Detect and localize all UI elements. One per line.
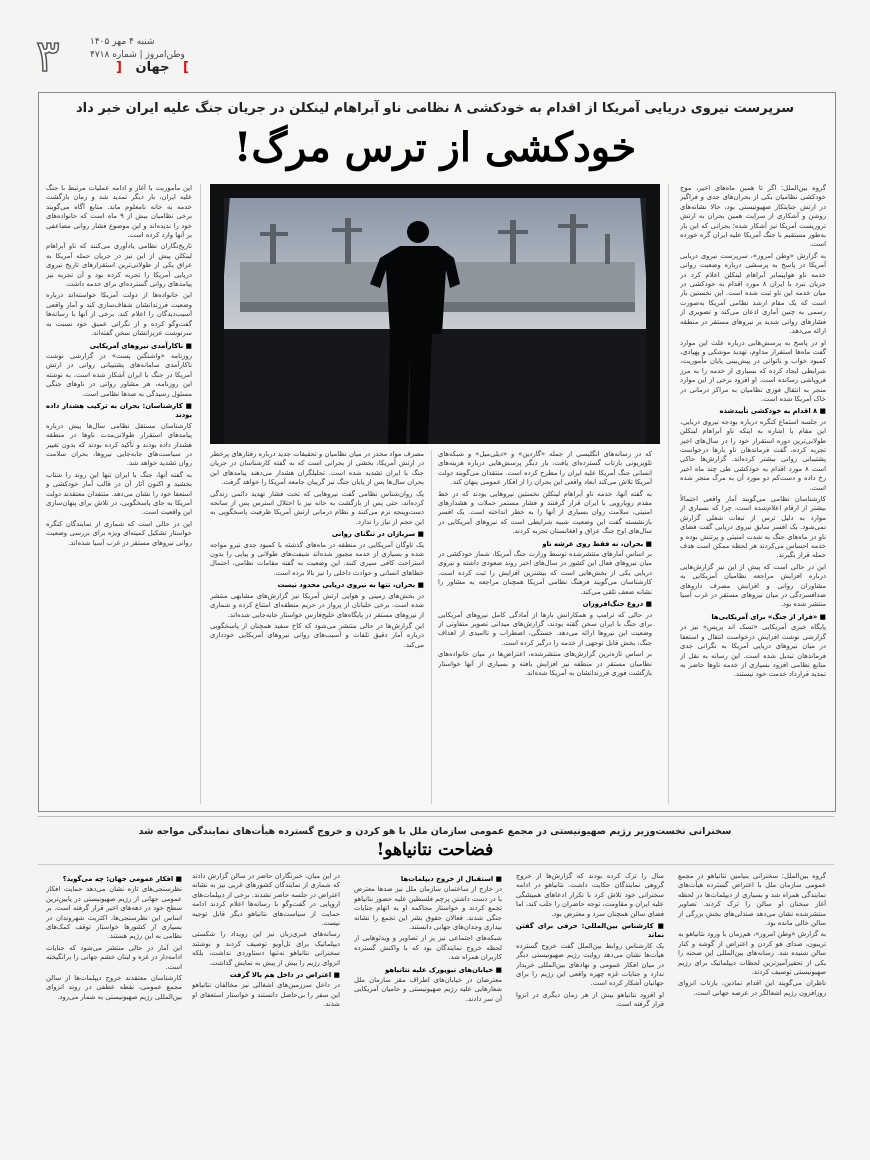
second-col-1	[678, 872, 826, 1142]
subheading: ■ کارشناسان: بحران به ترکیب هشدار داده بودند	[46, 401, 192, 420]
paragraph: در این میان، خبرنگاران حاضر در سالن گزارش دادند که شماری از نمایندگان کشورهای غربی نیز به نشانه اعتراض در جلسه حاضر نشدند. برخی از دیپلمات‌های اروپایی در گفت‌وگو با رسانه‌ها اعلام کردند ادامه حمایت از سیاست‌های نتانیاهو دیگر قابل توجیه نیست.	[192, 872, 340, 928]
paragraph: ناظران می‌گویند این اقدام نمادین، بازتاب انزوای روزافزون رژیم اشغالگر در عرصه جهانی است.	[678, 979, 826, 997]
column-rule	[431, 450, 432, 804]
main-col-left	[46, 184, 192, 804]
paragraph: نظرسنجی‌های تازه نشان می‌دهد حمایت افکار عمومی جهانی از رژیم صهیونیستی در پایین‌ترین سطح خود در دهه‌های اخیر قرار گرفته است. بر اساس این نظرسنجی‌ها، اکثریت شهروندان در بسیاری از کشورها خواستار توقف کمک‌های نظامی به این رژیم هستند.	[46, 885, 182, 941]
second-col-5	[46, 872, 182, 1142]
issue-meta	[90, 36, 185, 62]
subheading: ■ «فرار از جنگ» برای آمریکایی‌ها	[711, 612, 826, 621]
second-rule	[38, 864, 834, 865]
main-kicker: سرپرست نیروی دریایی آمریکا از اقدام به خودکشی ۸ نظامی ناو آبراهام لینکلن در جریان جنگ علیه ایران خبر داد	[76, 101, 794, 116]
paragraph: به گفته آنها، جنگ با ایران تنها این روند را شتاب بخشید و اکنون آثار آن در قالب آمار خودکشی و استعفا خود را نشان می‌دهد. منتقدان معتقدند دولت آمریکا به جای پاسخگویی، در تلاش برای پنهان‌سازی این واقعیت است.	[46, 470, 192, 517]
paragraph: در خارج از ساختمان سازمان ملل نیز صدها معترض با در دست داشتن پرچم فلسطین علیه حضور نتانیاهو تجمع کردند و خواستار محاکمه او به اتهام جنایات جنگی شدند. فعالان حقوق بشر این تجمع را نشانه بیداری وجدان‌های جهانی دانستند.	[354, 885, 502, 932]
paragraph: در جلسه استماع کنگره درباره بودجه نیروی دریایی، این مقام با اشاره به اینکه ناو آبراهام لینکلن طولانی‌ترین دوره استقرار خود را در سال‌های اخیر تجربه کرده، گفت فرماندهان ناو بارها درخواست پشتیبانی روانی بیشتر کرده‌اند. گزارش‌ها حاکی است ۸ مورد اقدام به خودکشی طی چند ماه اخیر رخ داده و دست‌کم دو مورد آن به مرگ منجر شده است.	[680, 417, 826, 492]
paragraph: در داخل سرزمین‌های اشغالی نیز مخالفان نتانیاهو این سفر را بی‌حاصل دانستند و خواستار استعفای او شدند.	[192, 981, 340, 1009]
paragraph: پایگاه خبری آمریکایی «تسک اند پرپس» نیز در گزارشی نوشت افزایش درخواست انتقال و استعفا در میان نیروهای دریایی آمریکا به نگرانی جدی فرماندهان تبدیل شده است. این رسانه به نقل از منابع نظامی افزود بسیاری از خدمه ناوها حاضر به تمدید قرارداد خدمت خود نیستند.	[680, 623, 826, 679]
issue-line: وطن‌امروز | شماره ۴۷۱۸	[90, 50, 185, 60]
paragraph: گروه بین‌الملل: سخنرانی بنیامین نتانیاهو در مجمع عمومی سازمان ملل با اعتراض گسترده هیأت‌های نمایندگی همراه شد و بسیاری از دیپلمات‌ها در لحظه آغاز سخنان او سالن را ترک کردند. تصاویر منتشرشده نشان می‌دهد صندلی‌های بخش بزرگی از سالن خالی مانده بود.	[678, 872, 826, 928]
paragraph: که در رسانه‌های انگلیسی از جمله «گاردین» و «دیلی‌میل» و شبکه‌های تلویزیونی بازتاب گسترده‌ای یافت، بار دیگر پرسش‌هایی درباره هزینه‌های انسانی جنگ آمریکا علیه ایران را مطرح کرده است. منتقدان می‌گویند دولت آمریکا تلاش می‌کند ابعاد واقعی این بحران را از افکار عمومی پنهان کند.	[438, 450, 652, 487]
main-col-right	[680, 184, 826, 804]
paragraph: به گزارش «وطن امروز»، هم‌زمان با ورود نتانیاهو به تریبون، صدای هو کردن و اعتراض از گوشه و کنار سالن شنیده شد. رسانه‌های بین‌المللی این صحنه را یکی از تحقیرآمیزترین لحظات دیپلماتیک برای رژیم صهیونیستی توصیف کردند.	[678, 930, 826, 977]
second-col-2	[516, 872, 664, 1142]
column-rule	[668, 184, 669, 804]
subheading: ■ اعتراض در داخل هم بالا گرفت	[229, 971, 340, 980]
article-photo	[210, 184, 660, 444]
bracket-close: [	[116, 60, 122, 75]
paragraph: این آمار در حالی منتشر می‌شود که جنایات ادامه‌دار در غزه و لبنان خشم جهانی را برانگیخته است.	[46, 943, 182, 971]
paragraph: بر اساس تازه‌ترین گزارش‌های منتشرشده، اعتراض‌ها در میان خانواده‌های نظامیان مستقر در منطقه نیز افزایش یافته و بسیاری از آنها خواستار بازگشت فوری فرزندانشان به آمریکا شده‌اند.	[438, 650, 652, 677]
subheading: ■ بحران، نه فقط روی عرشه ناو	[542, 539, 652, 548]
column-rule	[200, 184, 201, 804]
subheading: ■ سربازان در تنگنای روانی	[331, 530, 424, 539]
paragraph: سال را ترک کرده بودند که گزارش‌ها از خروج گروهی نمایندگان حکایت داشت. نتانیاهو در ادامه سخنرانی خود تلاش کرد با تکرار ادعاهای همیشگی علیه ایران و مقاومت، توجه حاضران را جلب کند، اما فضای سالن همچنان سرد و معترض بود.	[516, 872, 664, 918]
paragraph: او در پاسخ به پرسش‌هایی درباره علت این موارد گفت ماه‌ها استقرار مداوم، تهدید موشکی و پهپادی، کمبود خواب و ناتوانی در پیش‌بینی پایان مأموریت، شرایطی ایجاد کرده که بسیاری از خدمه را به مرز فروپاشی رسانده است. او افزود برخی از این موارد منجر به انتقال فوری نظامیان به مراکز درمانی در خاک آمریکا شده است.	[680, 338, 826, 403]
ship-deck-silhouette-icon	[210, 184, 660, 444]
page-number: ۳	[36, 31, 60, 82]
main-col-mid-left	[210, 450, 424, 804]
section-label	[116, 60, 189, 75]
subheading: ■ استقبال از خروج دیپلمات‌ها	[400, 875, 502, 883]
subheading: ■ ناکارآمدی نیروهای آمریکایی	[89, 341, 192, 350]
date-line: شنبه ۴ مهر ۱۴۰۵	[90, 37, 155, 47]
paragraph: در بخش‌های زمینی و هوایی ارتش آمریکا نیز گزارش‌های مشابهی منتشر شده است. برخی خلبانان از پرواز در حریم منطقه‌ای امتناع کرده و شماری از نیروهای مستقر در پایگاه‌های خلیج‌فارس خواستار جابه‌جایی شده‌اند.	[210, 591, 424, 619]
bracket-open: ]	[183, 60, 189, 75]
paragraph: یک کارشناس روابط بین‌الملل گفت خروج گسترده هیأت‌ها نشان می‌دهد روایت رژیم صهیونیستی دیگر در میان افکار عمومی و نهادهای بین‌المللی خریدار ندارد و جنایات غزه چهره واقعی این رژیم را برای جهانیان آشکار کرده است.	[516, 941, 664, 988]
paragraph: کارشناسان نظامی می‌گویند آمار واقعی احتمالاً بیشتر از ارقام اعلام‌شده است، چرا که بسیاری از موارد به دلیل ترس از تبعات شغلی گزارش نمی‌شود. یک افسر سابق نیروی دریایی گفت فضای ناو در ماه‌های جنگ به شدت امنیتی و پرتنش بوده و خدمه احساس می‌کردند هر لحظه ممکن است هدف حمله قرار بگیرند.	[680, 495, 826, 560]
subheading: ■ افکار عمومی جهان: چه می‌گوید؟	[62, 875, 182, 883]
second-col-3	[354, 872, 502, 1142]
paragraph: این در حالی است که پیش از این نیز گزارش‌هایی درباره افزایش مراجعه نظامیان آمریکایی به مشاوران روانی و افزایش مصرف داروهای ضدافسردگی در میان نیروهای مستقر در غرب آسیا منتشر شده بود.	[680, 562, 826, 609]
subheading: ■ خیابان‌های نیویورک علیه نتانیاهو	[385, 965, 502, 974]
page-header	[36, 30, 836, 85]
paragraph: این گزارش‌ها در حالی منتشر می‌شود که کاخ سفید همچنان از پاسخگویی درباره آمار دقیق تلفات و آسیب‌های روانی نیروهای آمریکایی خودداری می‌کند.	[210, 621, 424, 649]
paragraph: شبکه‌های اجتماعی نیز پر از تصاویر و ویدئوهایی از لحظه خروج نمایندگان بود که با واکنش گسترده کاربران همراه شد.	[354, 934, 502, 962]
second-kicker: سخنرانی نخست‌وزیر رژیم صهیونیستی در مجمع عمومی سازمان ملل با هو کردن و خروج گسترده هیأت‌های نمایندگی مواجه شد	[138, 826, 732, 837]
subheading: ■ ۸ اقدام به خودکشی تأییدشده	[719, 407, 826, 416]
paragraph: در حالی که ترامپ و همکارانش بارها از آمادگی کامل نیروهای آمریکایی برای جنگ با ایران سخن گفته بودند، گزارش‌های میدانی تصویر متفاوتی از وضعیت این نیروها ارائه می‌دهد. خستگی، اضطراب و ناامیدی از اهداف جنگ، بخش قابل توجهی از خدمه را درگیر کرده است.	[438, 610, 652, 647]
paragraph: یک ناوگان آمریکایی در منطقه در ماه‌های گذشته با کمبود جدی نیرو مواجه شده و بسیاری از خدمه مجبور شده‌اند شیفت‌های طولانی و پیاپی را بدون استراحت کافی سپری کنند. این وضعیت به گفته مقامات نظامی، احتمال خطاهای انسانی و حوادث داخلی را نیز بالا برده است.	[210, 540, 424, 577]
section-name: جهان	[135, 60, 170, 75]
paragraph: بر اساس آمارهای منتشرشده توسط وزارت جنگ آمریکا، شمار خودکشی در میان نیروهای فعال این کشور در سال‌های اخیر روند صعودی داشته و نیروی دریایی یکی از بخش‌هایی است که بیشترین افزایش را ثبت کرده است. کارشناسان می‌گویند فرهنگ نظامی آمریکا همچنان مراجعه به مشاور را نشانه ضعف تلقی می‌کند.	[438, 550, 652, 596]
paragraph: کارشناسان مستقل نظامی سال‌ها پیش درباره پیامدهای استقرار طولانی‌مدت ناوها در منطقه هشدار داده بودند و تأکید کرده بودند که بدون تغییر در سیاست‌های جابه‌جایی نیروها، بحران سلامت روان تشدید خواهد شد.	[46, 421, 192, 468]
paragraph: او افزود نتانیاهو بیش از هر زمان دیگری در انزوا قرار گرفته است.	[516, 990, 664, 1009]
second-col-4	[192, 872, 340, 1142]
paragraph: تاریخ‌نگاران نظامی یادآوری می‌کنند که ناو آبراهام لینکلن پیش از این نیز در جریان حمله آمریکا به عراق یکی از طولانی‌ترین استقرارهای تاریخ نیروی دریایی آمریکا را تجربه کرده بود و آن تجربه نیز پیامدهای روانی گسترده‌ای برای خدمه داشت.	[46, 242, 192, 289]
paragraph: یک روان‌شناس نظامی گفت نیروهایی که تحت فشار تهدید دائمی زندگی کرده‌اند، حتی پس از بازگشت به خانه نیز با اختلال استرس پس از سانحه دست‌وپنجه نرم می‌کنند و نظام درمانی ارتش آمریکا ظرفیت پاسخگویی به این حجم از نیاز را ندارد.	[210, 489, 424, 526]
subheading: ■ کارشناس بین‌المللی: حرفی برای گفتن نماند	[516, 922, 664, 940]
main-col-mid-right	[438, 450, 652, 804]
paragraph: رسانه‌های عبری‌زبان نیز این رویداد را شکستی دیپلماتیک برای تل‌آویو توصیف کردند و نوشتند سخنرانی نتانیاهو نه‌تنها دستاوردی نداشت، بلکه انزوای رژیم را بیش از پیش به نمایش گذاشت.	[192, 930, 340, 967]
paragraph: این مأموریت با آغاز و ادامه عملیات مرتبط با جنگ علیه ایران، بار دیگر تمدید شد و زمان بازگشت خدمه به خانه نامعلوم ماند. منابع آگاه می‌گویند برخی نظامیان بیش از ۹ ماه است که خانواده‌های خود را ندیده‌اند و این موضوع فشار روانی مضاعفی بر آنها وارد کرده است.	[46, 184, 192, 240]
paragraph: به گزارش «وطن امروز»، سرپرست نیروی دریایی آمریکا در پاسخ به پرسشی درباره وضعیت روانی خدمه ناو هواپیمابر آبراهام لینکلن اعلام کرد در جریان نبرد با ایران ۸ مورد اقدام به خودکشی در میان خدمه این ناو ثبت شده است. این نخستین بار است که یک مقام ارشد نظامی آمریکا به‌صورت رسمی به چنین آماری اذعان می‌کند و تصویری از فشارهای روانی شدید بر نیروهای مستقر در منطقه ارائه می‌دهد.	[680, 251, 826, 336]
paragraph: معترضان در خیابان‌های اطراف مقر سازمان ملل شعارهایی علیه رژیم صهیونیستی و حامیان آمریکایی آن سر دادند.	[354, 976, 502, 1003]
paragraph: این در حالی است که شماری از نمایندگان کنگره خواستار تشکیل کمیته‌ای ویژه برای بررسی وضعیت روانی نیروهای مستقر در غرب آسیا شده‌اند.	[46, 519, 192, 547]
paragraph: گروه بین‌الملل: اگر تا همین ماه‌های اخیر، موج خودکشی نظامیان یکی از بحران‌های جدی و فراگیر در ارتش جنایتکار صهیونیستی بود، حالا نشانه‌های روشن و آشکاری از سرایت همین بحران به ارتش تروریست آمریکا نیز آشکار شده؛ بحرانی که این بار به‌طور مستقیم با جنگ آمریکا علیه ایران گره خورده است.	[680, 184, 826, 249]
main-headline: خودکشی از ترس مرگ!	[233, 124, 637, 171]
paragraph: کارشناسان معتقدند خروج دیپلمات‌ها از سالن مجمع عمومی، نقطه عطفی در روند انزوای بین‌المللی رژیم صهیونیستی به شمار می‌رود.	[46, 974, 182, 1001]
paragraph: روزنامه «واشنگتن پست» در گزارشی نوشت ناکارآمدی سامانه‌های پشتیبانی روانی در ارتش آمریکا در جنگ با ایران آشکار شده است. به نوشته این روزنامه، هر مشاور روانی در ناوهای جنگی مسئول رسیدگی به صدها نظامی است.	[46, 351, 192, 398]
paragraph: این خانواده‌ها از دولت آمریکا خواسته‌اند درباره وضعیت فرزندانشان شفاف‌سازی کند و آمار واقعی آسیب‌دیدگان را اعلام کند. برخی از آنها با رسانه‌ها گفت‌وگو کرده و از نگرانی عمیق خود نسبت به سرنوشت عزیزانشان سخن گفته‌اند.	[46, 291, 192, 338]
paragraph: به گفته آنها، خدمه ناو آبراهام لینکلن نخستین نیروهایی بودند که در خط مقدم رویارویی با ایران قرار گرفتند و فشار مستمر حملات و هشدارهای امنیتی، سلامت روان بسیاری از آنها را به خطر انداخته است. یک افسر بازنشسته گفت این وضعیت شبیه شرایطی است که نیروهای آمریکایی در سال‌های اوج جنگ عراق و افغانستان تجربه کردند.	[438, 489, 652, 536]
second-headline: فضاحت نتانیاهو!	[376, 840, 494, 860]
subheading: ■ دروغ جنگ‌افروزان	[582, 600, 652, 609]
paragraph: مصرف مواد مخدر در میان نظامیان و تحقیقات جدید درباره رفتارهای پرخطر در ارتش آمریکا، بخشی از بحرانی است که به گفته کارشناسان در جریان جنگ با ایران تشدید شده است. تحلیلگران هشدار می‌دهند پیامدهای این بحران سال‌ها پس از پایان جنگ نیز گریبان جامعه آمریکا را خواهد گرفت.	[210, 450, 424, 487]
subheading: ■ بحران، تنها به نیروی دریایی محدود نیست	[277, 581, 424, 590]
section-separator	[38, 816, 834, 817]
